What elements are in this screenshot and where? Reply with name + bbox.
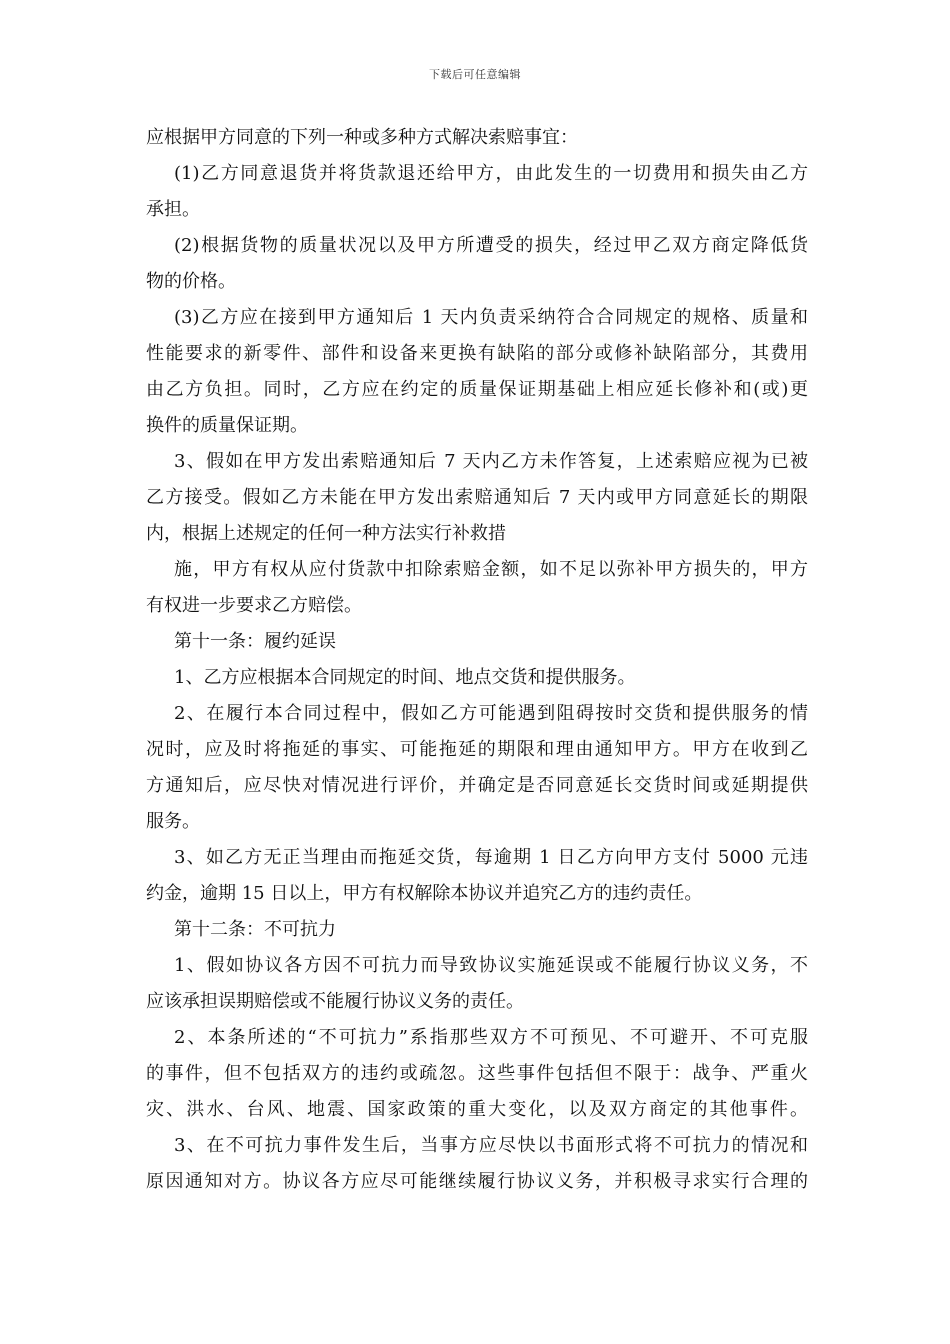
document-line: 服务。 [146, 811, 200, 832]
document-line: 况时，应及时将拖延的事实、可能拖延的期限和理由通知甲方。甲方在收到乙 [146, 739, 808, 760]
document-line: 约金，逾期 15 日以上，甲方有权解除本协议并追究乙方的违约责任。 [146, 883, 703, 904]
document-line: 由乙方负担。同时，乙方应在约定的质量保证期基础上相应延长修补和(或)更 [146, 379, 808, 400]
page-header-note: 下载后可任意编辑 [429, 68, 521, 81]
document-line: 2、本条所述的“不可抗力”系指那些双方不可预见、不可避开、不可克服 [174, 1027, 808, 1048]
document-line: (1)乙方同意退货并将货款退还给甲方，由此发生的一切费用和损失由乙方 [174, 163, 808, 184]
document-line: 第十一条：履约延误 [174, 631, 336, 652]
document-line: 3、在不可抗力事件发生后，当事方应尽快以书面形式将不可抗力的情况和 [174, 1135, 808, 1156]
document-body [146, 120, 808, 1200]
document-line: 性能要求的新零件、部件和设备来更换有缺陷的部分或修补缺陷部分，其费用 [146, 343, 808, 364]
document-line: (2)根据货物的质量状况以及甲方所遭受的损失，经过甲乙双方商定降低货 [174, 235, 808, 256]
document-line: 方通知后，应尽快对情况进行评价，并确定是否同意延长交货时间或延期提供 [146, 775, 808, 796]
document-line: 物的价格。 [146, 271, 236, 292]
document-line: 1、乙方应根据本合同规定的时间、地点交货和提供服务。 [174, 667, 636, 688]
document-line: 施，甲方有权从应付货款中扣除索赔金额，如不足以弥补甲方损失的，甲方 [174, 559, 808, 580]
document-line: 灾、洪水、台风、地震、国家政策的重大变化，以及双方商定的其他事件。 [146, 1099, 808, 1120]
document-line: 应根据甲方同意的下列一种或多种方式解决索赔事宜： [146, 127, 578, 148]
document-line: 1、假如协议各方因不可抗力而导致协议实施延误或不能履行协议义务，不 [174, 955, 808, 976]
document-line: 乙方接受。假如乙方未能在甲方发出索赔通知后 7 天内或甲方同意延长的期限 [146, 487, 808, 508]
document-line: 换件的质量保证期。 [146, 415, 308, 436]
document-line: 第十二条：不可抗力 [174, 919, 336, 940]
document-line: 的事件，但不包括双方的违约或疏忽。这些事件包括但不限于：战争、严重火 [146, 1063, 808, 1084]
document-line: 承担。 [146, 199, 200, 220]
document-line: 有权进一步要求乙方赔偿。 [146, 595, 362, 616]
document-line: 原因通知对方。协议各方应尽可能继续履行协议义务，并积极寻求实行合理的 [146, 1171, 808, 1192]
document-line: 2、在履行本合同过程中，假如乙方可能遇到阻碍按时交货和提供服务的情 [174, 703, 808, 724]
document-line: 内，根据上述规定的任何一种方法实行补救措 [146, 523, 506, 544]
document-line: 3、假如在甲方发出索赔通知后 7 天内乙方未作答复，上述索赔应视为已被 [174, 451, 808, 472]
document-line: 应该承担误期赔偿或不能履行协议义务的责任。 [146, 991, 524, 1012]
document-line: (3)乙方应在接到甲方通知后 1 天内负责采纳符合合同规定的规格、质量和 [174, 307, 808, 328]
document-line: 3、如乙方无正当理由而拖延交货，每逾期 1 日乙方向甲方支付 5000 元违 [174, 847, 808, 868]
